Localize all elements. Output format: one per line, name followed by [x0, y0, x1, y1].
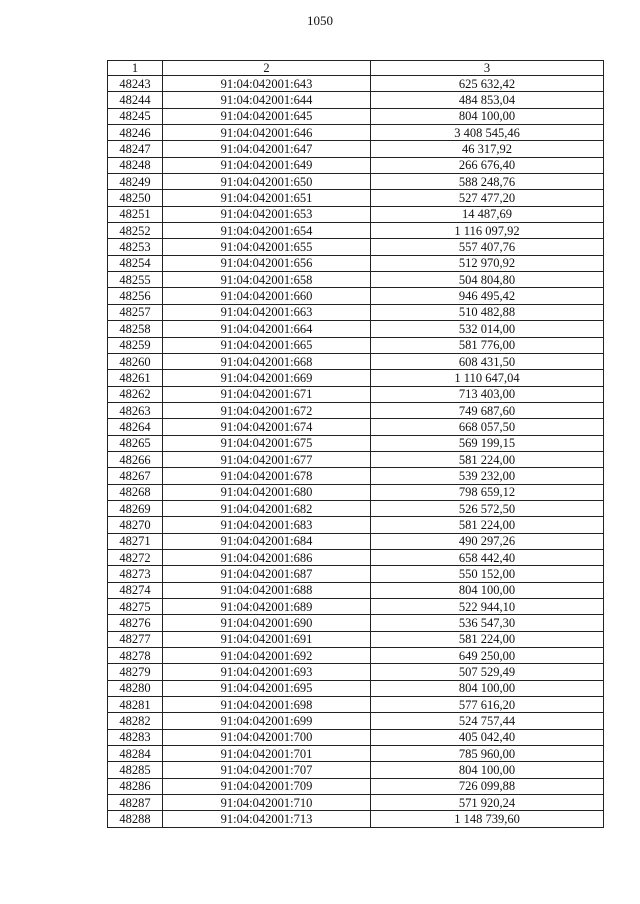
table-row — [108, 811, 604, 827]
table-row — [108, 697, 604, 713]
row-number-cell: 48262 — [108, 386, 163, 402]
table-row — [108, 762, 604, 778]
value-cell: 1 116 097,92 — [371, 223, 604, 239]
value-cell: 726 099,88 — [371, 778, 604, 794]
value-cell: 527 477,20 — [371, 190, 604, 206]
table-row — [108, 533, 604, 549]
table-header — [108, 61, 604, 76]
cadastral-number-cell: 91:04:042001:707 — [163, 762, 371, 778]
row-number-cell: 48266 — [108, 451, 163, 467]
table-row — [108, 353, 604, 369]
row-number-cell: 48284 — [108, 746, 163, 762]
table-row — [108, 419, 604, 435]
row-number-cell: 48256 — [108, 288, 163, 304]
value-cell: 405 042,40 — [371, 729, 604, 745]
value-cell: 577 616,20 — [371, 697, 604, 713]
value-cell: 14 487,69 — [371, 206, 604, 222]
row-number-cell: 48251 — [108, 206, 163, 222]
cadastral-number-cell: 91:04:042001:654 — [163, 223, 371, 239]
value-cell: 266 676,40 — [371, 157, 604, 173]
value-cell: 46 317,92 — [371, 141, 604, 157]
table-row — [108, 402, 604, 418]
cadastral-number-cell: 91:04:042001:710 — [163, 795, 371, 811]
table-row — [108, 157, 604, 173]
table-row — [108, 92, 604, 108]
column-header-2: 2 — [163, 61, 371, 76]
table-row — [108, 223, 604, 239]
row-number-cell: 48286 — [108, 778, 163, 794]
cadastral-number-cell: 91:04:042001:658 — [163, 272, 371, 288]
cadastral-number-cell: 91:04:042001:684 — [163, 533, 371, 549]
table-row — [108, 795, 604, 811]
table-row — [108, 321, 604, 337]
table-row — [108, 288, 604, 304]
cadastral-table — [107, 60, 604, 828]
row-number-cell: 48288 — [108, 811, 163, 827]
cadastral-number-cell: 91:04:042001:674 — [163, 419, 371, 435]
table-row — [108, 370, 604, 386]
value-cell: 625 632,42 — [371, 76, 604, 92]
cadastral-number-cell: 91:04:042001:672 — [163, 402, 371, 418]
table-row — [108, 304, 604, 320]
row-number-cell: 48274 — [108, 582, 163, 598]
table-row — [108, 76, 604, 92]
cadastral-number-cell: 91:04:042001:664 — [163, 321, 371, 337]
cadastral-number-cell: 91:04:042001:690 — [163, 615, 371, 631]
row-number-cell: 48272 — [108, 549, 163, 565]
value-cell: 532 014,00 — [371, 321, 604, 337]
cadastral-number-cell: 91:04:042001:701 — [163, 746, 371, 762]
cadastral-number-cell: 91:04:042001:653 — [163, 206, 371, 222]
table-row — [108, 141, 604, 157]
value-cell: 588 248,76 — [371, 174, 604, 190]
cadastral-number-cell: 91:04:042001:647 — [163, 141, 371, 157]
row-number-cell: 48250 — [108, 190, 163, 206]
table-row — [108, 517, 604, 533]
cadastral-number-cell: 91:04:042001:687 — [163, 566, 371, 582]
table-row — [108, 582, 604, 598]
row-number-cell: 48270 — [108, 517, 163, 533]
row-number-cell: 48257 — [108, 304, 163, 320]
cadastral-number-cell: 91:04:042001:692 — [163, 648, 371, 664]
table-row — [108, 599, 604, 615]
row-number-cell: 48267 — [108, 468, 163, 484]
cadastral-number-cell: 91:04:042001:675 — [163, 435, 371, 451]
table-row — [108, 484, 604, 500]
row-number-cell: 48249 — [108, 174, 163, 190]
table-row — [108, 190, 604, 206]
cadastral-number-cell: 91:04:042001:682 — [163, 500, 371, 516]
table-row — [108, 468, 604, 484]
row-number-cell: 48259 — [108, 337, 163, 353]
column-header-1: 1 — [108, 61, 163, 76]
row-number-cell: 48245 — [108, 108, 163, 124]
cadastral-number-cell: 91:04:042001:688 — [163, 582, 371, 598]
table-row — [108, 386, 604, 402]
value-cell: 798 659,12 — [371, 484, 604, 500]
row-number-cell: 48281 — [108, 697, 163, 713]
cadastral-number-cell: 91:04:042001:691 — [163, 631, 371, 647]
cadastral-number-cell: 91:04:042001:678 — [163, 468, 371, 484]
table-row — [108, 615, 604, 631]
table-row — [108, 713, 604, 729]
value-cell: 484 853,04 — [371, 92, 604, 108]
value-cell: 649 250,00 — [371, 648, 604, 664]
page-number: 1050 — [307, 13, 333, 28]
row-number-cell: 48279 — [108, 664, 163, 680]
value-cell: 536 547,30 — [371, 615, 604, 631]
value-cell: 550 152,00 — [371, 566, 604, 582]
cadastral-number-cell: 91:04:042001:689 — [163, 599, 371, 615]
cadastral-number-cell: 91:04:042001:677 — [163, 451, 371, 467]
value-cell: 946 495,42 — [371, 288, 604, 304]
row-number-cell: 48253 — [108, 239, 163, 255]
table-row — [108, 435, 604, 451]
value-cell: 1 110 647,04 — [371, 370, 604, 386]
value-cell: 507 529,49 — [371, 664, 604, 680]
row-number-cell: 48264 — [108, 419, 163, 435]
row-number-cell: 48269 — [108, 500, 163, 516]
row-number-cell: 48247 — [108, 141, 163, 157]
table-body — [108, 76, 604, 828]
cadastral-number-cell: 91:04:042001:650 — [163, 174, 371, 190]
row-number-cell: 48278 — [108, 648, 163, 664]
value-cell: 804 100,00 — [371, 582, 604, 598]
cadastral-number-cell: 91:04:042001:698 — [163, 697, 371, 713]
table-row — [108, 566, 604, 582]
table-row — [108, 206, 604, 222]
cadastral-number-cell: 91:04:042001:656 — [163, 255, 371, 271]
column-header-3: 3 — [371, 61, 604, 76]
table-row — [108, 500, 604, 516]
cadastral-number-cell: 91:04:042001:643 — [163, 76, 371, 92]
table-row — [108, 729, 604, 745]
table-row — [108, 174, 604, 190]
cadastral-number-cell: 91:04:042001:693 — [163, 664, 371, 680]
value-cell: 581 224,00 — [371, 517, 604, 533]
table-row — [108, 255, 604, 271]
cadastral-number-cell: 91:04:042001:709 — [163, 778, 371, 794]
value-cell: 581 776,00 — [371, 337, 604, 353]
value-cell: 504 804,80 — [371, 272, 604, 288]
cadastral-number-cell: 91:04:042001:668 — [163, 353, 371, 369]
row-number-cell: 48268 — [108, 484, 163, 500]
row-number-cell: 48261 — [108, 370, 163, 386]
row-number-cell: 48287 — [108, 795, 163, 811]
table-row — [108, 549, 604, 565]
row-number-cell: 48244 — [108, 92, 163, 108]
cadastral-number-cell: 91:04:042001:645 — [163, 108, 371, 124]
cadastral-number-cell: 91:04:042001:686 — [163, 549, 371, 565]
value-cell: 522 944,10 — [371, 599, 604, 615]
value-cell: 569 199,15 — [371, 435, 604, 451]
table-row — [108, 337, 604, 353]
row-number-cell: 48275 — [108, 599, 163, 615]
row-number-cell: 48265 — [108, 435, 163, 451]
value-cell: 510 482,88 — [371, 304, 604, 320]
value-cell: 608 431,50 — [371, 353, 604, 369]
table-row — [108, 125, 604, 141]
table-row — [108, 108, 604, 124]
row-number-cell: 48258 — [108, 321, 163, 337]
row-number-cell: 48252 — [108, 223, 163, 239]
row-number-cell: 48243 — [108, 76, 163, 92]
table-row — [108, 272, 604, 288]
cadastral-number-cell: 91:04:042001:713 — [163, 811, 371, 827]
row-number-cell: 48246 — [108, 125, 163, 141]
cadastral-number-cell: 91:04:042001:651 — [163, 190, 371, 206]
value-cell: 581 224,00 — [371, 451, 604, 467]
table-row — [108, 648, 604, 664]
row-number-cell: 48280 — [108, 680, 163, 696]
row-number-cell: 48271 — [108, 533, 163, 549]
value-cell: 524 757,44 — [371, 713, 604, 729]
header-row — [108, 61, 604, 76]
table-row — [108, 746, 604, 762]
value-cell: 668 057,50 — [371, 419, 604, 435]
value-cell: 658 442,40 — [371, 549, 604, 565]
cadastral-number-cell: 91:04:042001:680 — [163, 484, 371, 500]
row-number-cell: 48277 — [108, 631, 163, 647]
cadastral-number-cell: 91:04:042001:644 — [163, 92, 371, 108]
value-cell: 571 920,24 — [371, 795, 604, 811]
table-row — [108, 778, 604, 794]
row-number-cell: 48254 — [108, 255, 163, 271]
value-cell: 490 297,26 — [371, 533, 604, 549]
table-row — [108, 631, 604, 647]
row-number-cell: 48248 — [108, 157, 163, 173]
cadastral-number-cell: 91:04:042001:700 — [163, 729, 371, 745]
value-cell: 713 403,00 — [371, 386, 604, 402]
value-cell: 1 148 739,60 — [371, 811, 604, 827]
cadastral-number-cell: 91:04:042001:669 — [163, 370, 371, 386]
cadastral-number-cell: 91:04:042001:683 — [163, 517, 371, 533]
value-cell: 557 407,76 — [371, 239, 604, 255]
table-row — [108, 239, 604, 255]
cadastral-number-cell: 91:04:042001:695 — [163, 680, 371, 696]
value-cell: 526 572,50 — [371, 500, 604, 516]
cadastral-number-cell: 91:04:042001:671 — [163, 386, 371, 402]
value-cell: 539 232,00 — [371, 468, 604, 484]
row-number-cell: 48255 — [108, 272, 163, 288]
row-number-cell: 48273 — [108, 566, 163, 582]
cadastral-number-cell: 91:04:042001:665 — [163, 337, 371, 353]
value-cell: 581 224,00 — [371, 631, 604, 647]
value-cell: 3 408 545,46 — [371, 125, 604, 141]
value-cell: 804 100,00 — [371, 680, 604, 696]
cadastral-number-cell: 91:04:042001:699 — [163, 713, 371, 729]
table-row — [108, 451, 604, 467]
cadastral-number-cell: 91:04:042001:646 — [163, 125, 371, 141]
table-row — [108, 664, 604, 680]
row-number-cell: 48282 — [108, 713, 163, 729]
row-number-cell: 48285 — [108, 762, 163, 778]
cadastral-number-cell: 91:04:042001:660 — [163, 288, 371, 304]
row-number-cell: 48263 — [108, 402, 163, 418]
value-cell: 804 100,00 — [371, 108, 604, 124]
table-row — [108, 680, 604, 696]
value-cell: 804 100,00 — [371, 762, 604, 778]
cadastral-number-cell: 91:04:042001:655 — [163, 239, 371, 255]
value-cell: 749 687,60 — [371, 402, 604, 418]
value-cell: 512 970,92 — [371, 255, 604, 271]
cadastral-number-cell: 91:04:042001:663 — [163, 304, 371, 320]
row-number-cell: 48276 — [108, 615, 163, 631]
row-number-cell: 48283 — [108, 729, 163, 745]
value-cell: 785 960,00 — [371, 746, 604, 762]
row-number-cell: 48260 — [108, 353, 163, 369]
cadastral-number-cell: 91:04:042001:649 — [163, 157, 371, 173]
